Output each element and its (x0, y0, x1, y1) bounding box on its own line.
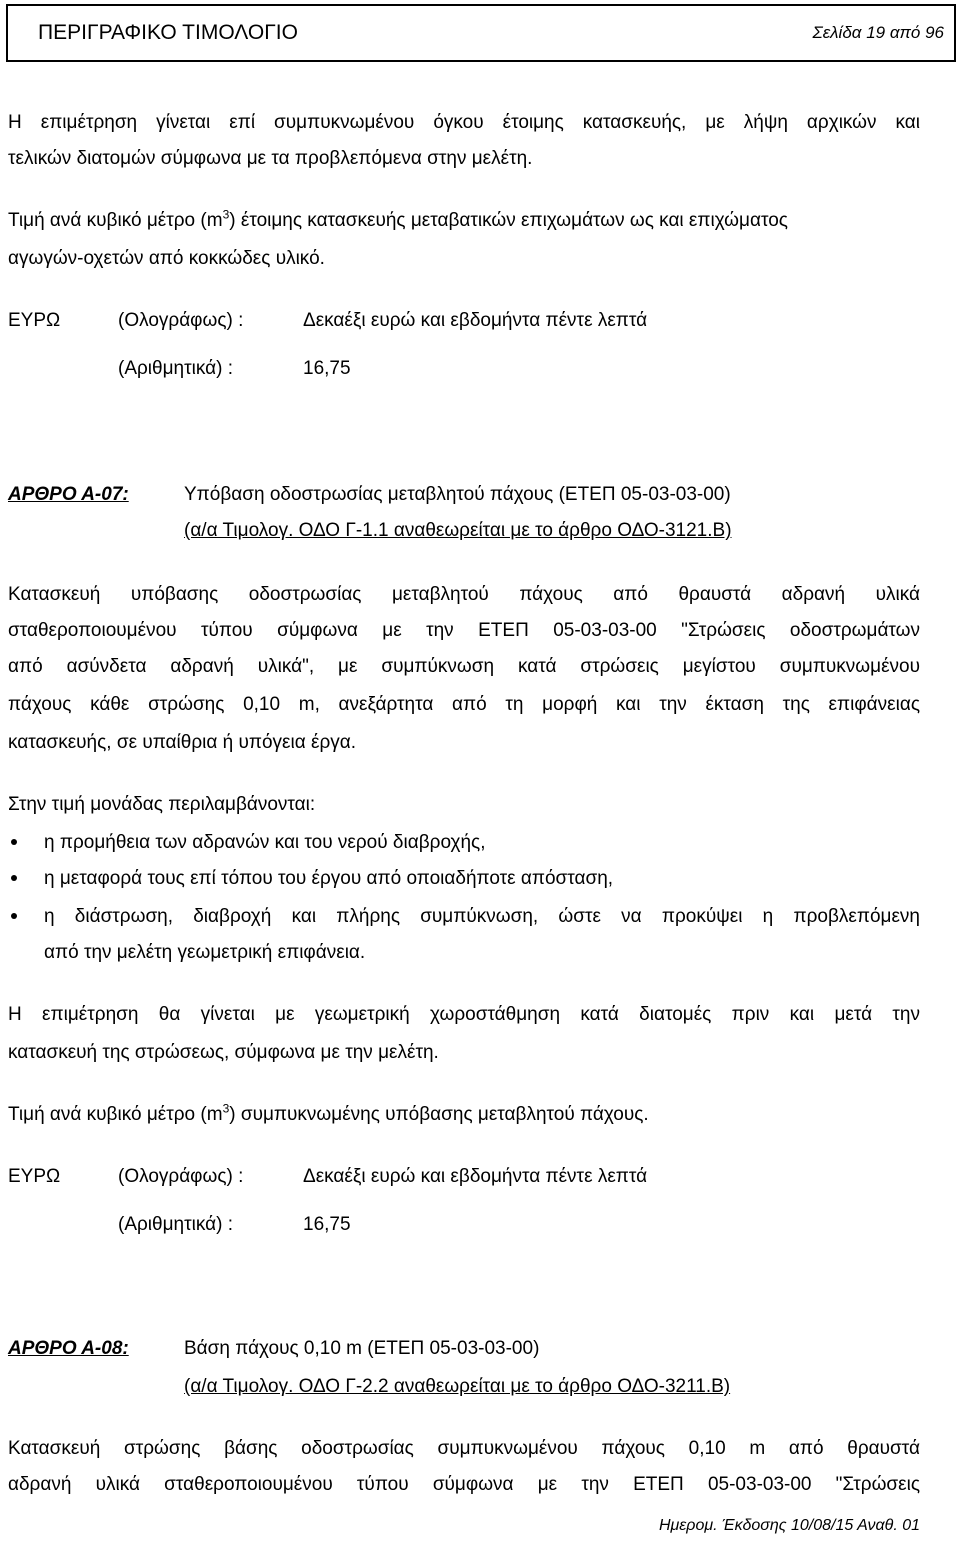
page-header (6, 4, 956, 62)
paragraph-line: Κατασκευή στρώσης βάσης οδοστρωσίας συμπυκνωμένου πάχους 0,10 m από θραυστά (8, 1438, 920, 1459)
paragraph-line: σταθεροποιουμένου τύπου σύμφωνα με την ΕΤΕΠ 05-03-03-00 "Στρώσεις οδοστρωμάτων (8, 620, 920, 641)
text-fragment: 1 αναθεωρείται με το άρθρο ΟΔΟ-3121.Β) (378, 520, 732, 541)
paragraph-line: αγωγών-οχετών από κοκκώδες υλικό. (8, 248, 325, 269)
article-title: Βάση πάχους 0,10 m (ΕΤΕΠ 05-03-03-00) (184, 1338, 540, 1359)
price-numeric: 16,75 (303, 1214, 351, 1235)
price-in-words: Δεκαέξι ευρώ και εβδομήντα πέντε λεπτά (303, 310, 648, 331)
paragraph-line: κατασκευής, σε υπαίθρια ή υπόγεια έργα. (8, 732, 357, 753)
superscript: 3 (222, 1101, 230, 1116)
article-code: ΑΡΘΡΟ Α-08: (8, 1338, 129, 1359)
page-number: Σελίδα 19 από 96 (812, 23, 944, 42)
numeric-label: (Αριθμητικά) : (118, 358, 233, 379)
text-fragment: (α/α Τιμολογ. ΟΔΟ Γ-2. (184, 1376, 378, 1397)
superscript: 3 (222, 207, 230, 222)
edition-footer: Ημερομ. Έκδοσης 10/08/15 Αναθ. 01 (658, 1517, 920, 1534)
paragraph-line: αδρανή υλικά σταθεροποιουμένου τύπου σύμφωνα με την ΕΤΕΠ 05-03-03-00 "Στρώσεις (8, 1474, 920, 1495)
includes-heading: Στην τιμή μονάδας περιλαμβάνονται: (8, 794, 316, 815)
document-title: ΠΕΡΙΓΡΑΦΙΚΟ ΤΙΜΟΛΟΓΙΟ (38, 21, 298, 44)
text-fragment: ) έτοιμης κατασκευής μεταβατικών επιχωμάτων ως και επιχώματος (229, 210, 788, 231)
article-title: Υπόβαση οδοστρωσίας μεταβλητού πάχους (ΕΤΕΠ 05-03-03-00) (184, 484, 731, 505)
bullet-icon (11, 913, 17, 919)
currency-label: ΕΥΡΩ (8, 310, 61, 331)
list-item-continuation: από την μελέτη γεωμετρική επιφάνεια. (44, 942, 366, 963)
words-label: (Ολογράφως) : (118, 1166, 244, 1187)
numeric-label: (Αριθμητικά) : (118, 1214, 233, 1235)
list-item: η διάστρωση, διαβροχή και πλήρης συμπύκνωση, ώστε να προκύψει η προβλεπόμενη (44, 906, 920, 927)
unit-price-description (8, 207, 788, 232)
paragraph-line: τελικών διατομών σύμφωνα με τα προβλεπόμενα στην μελέτη. (8, 148, 533, 169)
article-code: ΑΡΘΡΟ Α-07: (8, 484, 129, 505)
text-fragment: 2 αναθεωρείται με το άρθρο ΟΔΟ-3211.Β) (378, 1376, 731, 1397)
list-item: η προμήθεια των αδρανών και του νερού διαβροχής, (44, 832, 486, 853)
paragraph-line: κατασκευή της στρώσεως, σύμφωνα με την μελέτη. (8, 1042, 439, 1063)
text-fragment: Τιμή ανά κυβικό μέτρο (m (8, 210, 223, 231)
paragraph-line: Η επιμέτρηση θα γίνεται με γεωμετρική χωροστάθμηση κατά διατομές πριν και μετά την (8, 1004, 920, 1025)
text-fragment: ) συμπυκνωμένης υπόβασης μεταβλητού πάχους. (229, 1104, 649, 1125)
unit-price-description (8, 1101, 649, 1126)
text-fragment: (α/α Τιμολογ. ΟΔΟ Γ-1. (184, 520, 378, 541)
bullet-icon (11, 875, 17, 881)
paragraph-line: Η επιμέτρηση γίνεται επί συμπυκνωμένου όγκου έτοιμης κατασκευής, με λήψη αρχικών και (8, 112, 920, 133)
bullet-icon (11, 839, 17, 845)
paragraph-line: από ασύνδετα αδρανή υλικά", με συμπύκνωση κατά στρώσεις μεγίστου συμπυκνωμένου (8, 656, 920, 677)
article-reference (184, 520, 732, 542)
words-label: (Ολογράφως) : (118, 310, 244, 331)
list-item: η μεταφορά τους επί τόπου του έργου από οποιαδήποτε απόσταση, (44, 868, 614, 889)
price-numeric: 16,75 (303, 358, 351, 379)
text-fragment: Τιμή ανά κυβικό μέτρο (m (8, 1104, 223, 1125)
currency-label: ΕΥΡΩ (8, 1166, 61, 1187)
price-in-words: Δεκαέξι ευρώ και εβδομήντα πέντε λεπτά (303, 1166, 648, 1187)
article-reference (184, 1376, 730, 1398)
paragraph-line: πάχους κάθε στρώσης 0,10 m, ανεξάρτητα από τη μορφή και την έκταση της επιφάνειας (8, 694, 920, 715)
paragraph-line: Κατασκευή υπόβασης οδοστρωσίας μεταβλητού πάχους από θραυστά αδρανή υλικά (8, 584, 920, 605)
